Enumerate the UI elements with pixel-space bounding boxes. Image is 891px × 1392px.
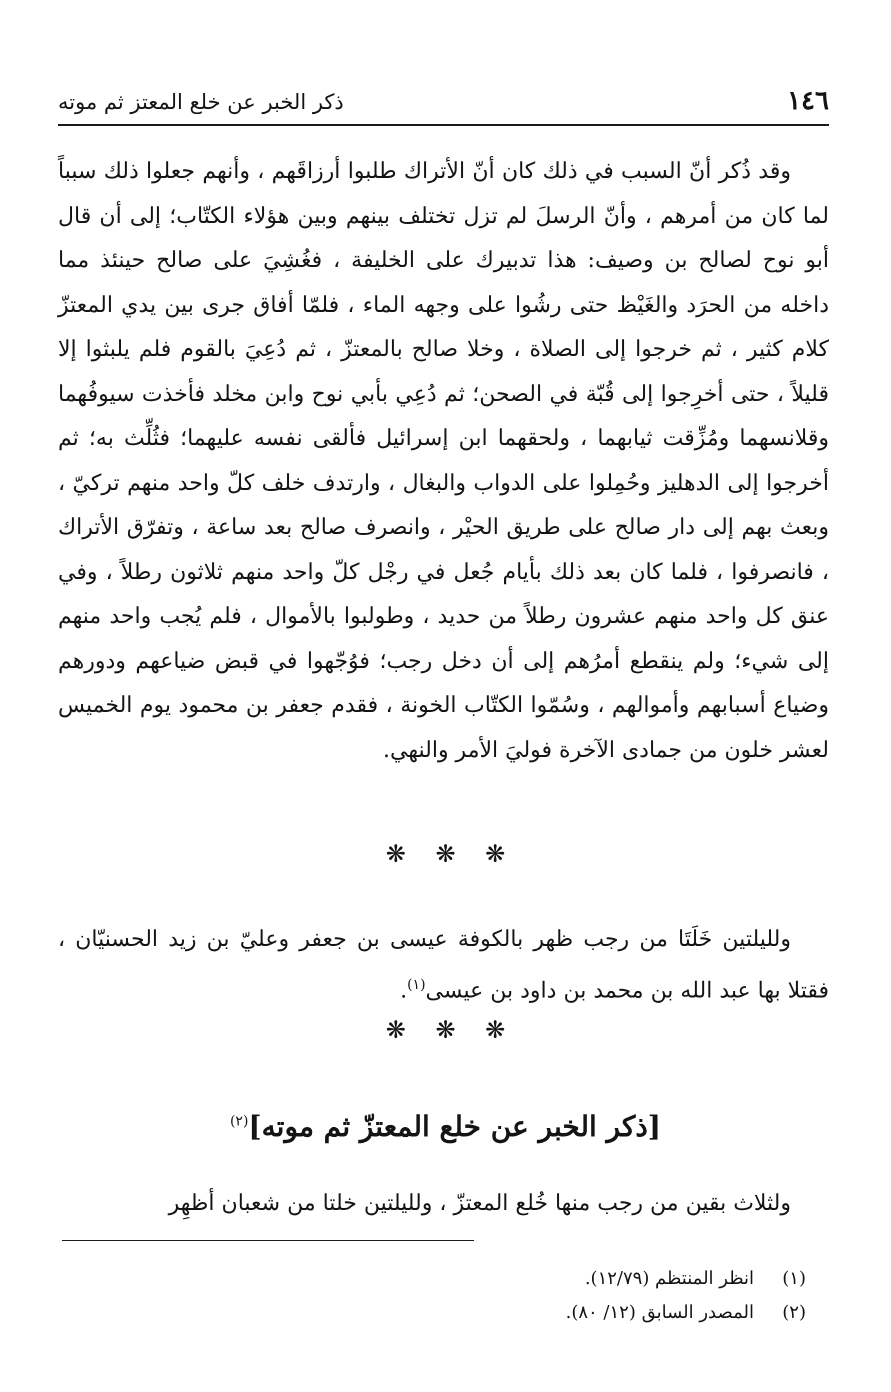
footnote-ref-1: (١)	[407, 976, 426, 993]
footnote-1-number: (١)	[782, 1268, 806, 1289]
footnote-ref-2: (٢)	[229, 1113, 249, 1130]
paragraph-3	[58, 1182, 829, 1227]
footnote-2	[100, 1296, 806, 1330]
footnote-rule	[62, 1240, 474, 1241]
footnote-2-text: المصدر السابق (١٢/ ٨٠).	[565, 1302, 754, 1323]
paragraph-2-end: .	[400, 977, 408, 1003]
paragraph-2-block	[58, 918, 829, 1013]
paragraph-1-text: وقد ذُكر أنّ السبب في ذلك كان أنّ الأتراك طلبوا أرزاقَهم ، وأنهم جعلوا ذلك سبباً لما كان من أمرهم ، وأنّ الرسلَ لم تزل تختلف بينهم وبين هؤلاء الكتّاب؛ إلى أن قال أبو نوح لصالح بن وصيف: هذا تدبيرك على الخليفة ، فغُشِيَ على صالح حينئذ مما داخله من الحرَد والغَيْظ حتى رشُوا على وجهه الماء ، فلمّا أفاق جرى بين يدي المعتزّ كلام كثير ، ثم خرجوا إلى الصلاة ، وخلا صالح بالمعتزّ ، ثم دُعِيَ بالقوم فلم يلبثوا إلا قليلاً ، حتى أخرِجوا إلى قُبّة في الصحن؛ ثم دُعِي بأبي نوح وابن مخلد فأخذت سيوفُهما وقلانسهما ومُزِّقت ثيابهما ، ولحقهما ابن إسرائيل فألقى نفسه عليهما؛ فثُلِّث به؛ ثم أخرجوا إلى الدهليز وحُمِلوا على الدواب والبغال ، وارتدف خلف كلّ واحد منهم تركيّ ، وبعث بهم إلى دار صالح على طريق الحيْر ، وانصرف صالح بعد ساعة ، وتفرّق الأتراك ، فانصرفوا ، فلما كان بعد ذلك بأيام جُعل في رجْل كلّ واحد منهم ثلاثون رطلاً ، وفي عنق كل واحد منهم عشرون رطلاً من حديد ، وطولبوا بالأموال ، فلم يُجب واحد منهم إلى شيء؛ ولم ينقطع أمرُهم إلى أن دخل رجب؛ فوُجّهوا في قبض ضياعهم ودورهم وضياع أسبابهم وأموالهم ، وسُمّوا الكتّاب الخونة ، فقدم جعفر بن محمود يوم الخميس لعشر خلون من جمادى الآخرة فوليَ الأمر والنهي.	[58, 159, 829, 763]
footnote-1-text: انظر المنتظم (١٢/٧٩).	[584, 1268, 754, 1289]
section-heading	[0, 1110, 891, 1143]
footnote-1	[100, 1262, 806, 1296]
paragraph-2-text: ولليلتين خَلَتَا من رجب ظهر بالكوفة عيسى بن جعفر وعليّ بن زيد الحسنيّان ، فقتلا بها عبد الله بن محمد بن داود بن عيسى	[58, 927, 829, 1003]
footnotes	[100, 1262, 806, 1330]
header-rule	[58, 124, 829, 126]
paragraph-2	[58, 918, 829, 1013]
running-title: ذكر الخبر عن خلع المعتز ثم موته	[58, 90, 344, 114]
paragraph-3-text: ولثلاث بقين من رجب منها خُلع المعتزّ ، ولليلتين خلتا من شعبان أظهِر	[168, 1191, 791, 1216]
paragraph-1	[58, 150, 829, 773]
section-separator-2: ❋ ❋ ❋	[385, 1016, 506, 1044]
section-heading-text: [ذكر الخبر عن خلع المعتزّ ثم موته]	[248, 1110, 662, 1143]
footnote-2-number: (٢)	[782, 1302, 806, 1323]
page-number: ١٤٦	[787, 86, 829, 116]
page-header	[58, 84, 829, 120]
section-separator: ❋ ❋ ❋	[385, 840, 506, 868]
